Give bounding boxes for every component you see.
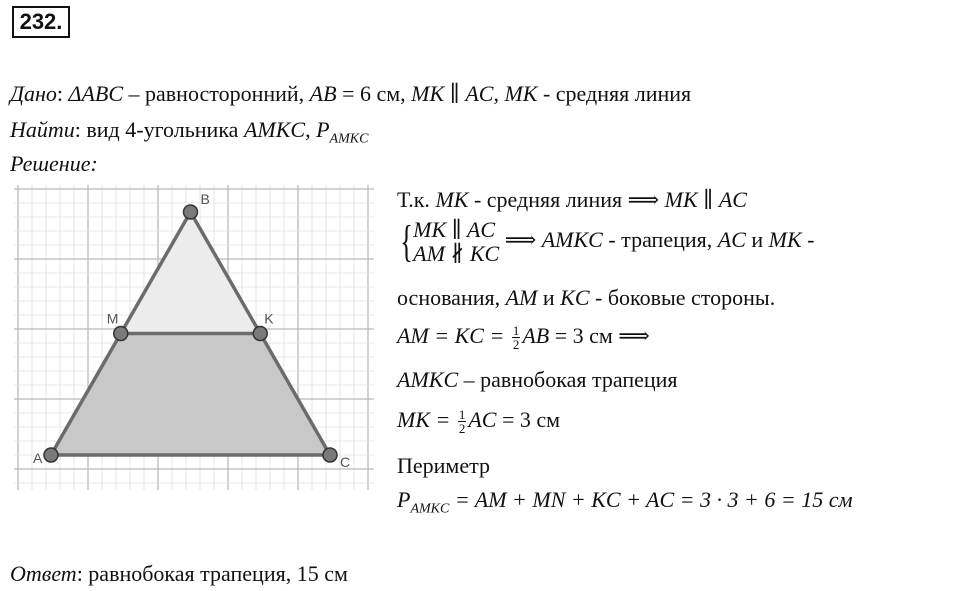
trapezoid-fill	[51, 334, 330, 456]
solution-line-8: $P_{AMKC}$ = AM + MN + KC + AC = 3 · 3 + 6 = 15 см	[397, 487, 853, 517]
find-line: Найти: вид 4-угольника AMKC, $P_{AMKC}$	[10, 117, 369, 147]
given-label: Дано	[10, 81, 57, 106]
given-line: Дано: ΔABC – равносторонний, AB = 6 см, MK ∥ AC, MK - средняя линия	[10, 81, 692, 106]
point-label-C: C	[340, 454, 351, 470]
point-C	[323, 448, 337, 462]
solution-label: Решение:	[10, 151, 98, 176]
point-label-B: B	[200, 191, 210, 207]
point-label-K: K	[264, 310, 274, 327]
solution-line-4: AM = KC = $\frac{1}{2}$ AB = 3 см ⟹	[397, 323, 650, 353]
problem-number: 232.	[12, 6, 70, 38]
answer-line: Ответ: равнобокая трапеция, 15 см	[10, 561, 348, 586]
find-label: Найти	[10, 117, 75, 142]
solution-line-3: основания, AM и KC - боковые стороны.	[397, 285, 776, 310]
point-M	[114, 327, 128, 341]
system-brace: {	[400, 217, 413, 266]
point-B	[184, 205, 198, 219]
solution-line-2: { MK ∥ AC AM ∦ KC ⟹ AMKC - трапеция, AC и MK -	[400, 217, 815, 266]
point-label-A: A	[33, 450, 43, 466]
point-A	[44, 448, 58, 462]
fraction-half: $\frac{1}{2}$	[512, 323, 520, 353]
answer-label: Ответ	[10, 561, 77, 586]
point-K	[253, 327, 267, 341]
solution-line-6: MK = $\frac{1}{2}$ AC = 3 см	[397, 407, 561, 437]
point-label-M: M	[106, 310, 119, 327]
fraction-half-2: $\frac{1}{2}$	[458, 407, 466, 437]
solution-line-7: Периметр	[397, 453, 490, 478]
trapezoid-figure	[14, 185, 374, 490]
solution-line-1: Т.к. MK - средняя линия ⟹ MK ∥ AC	[397, 187, 747, 212]
solution-line-5: AMKC – равнобокая трапеция	[397, 367, 678, 392]
system: MK ∥ AC AM ∦ KC	[413, 217, 500, 266]
